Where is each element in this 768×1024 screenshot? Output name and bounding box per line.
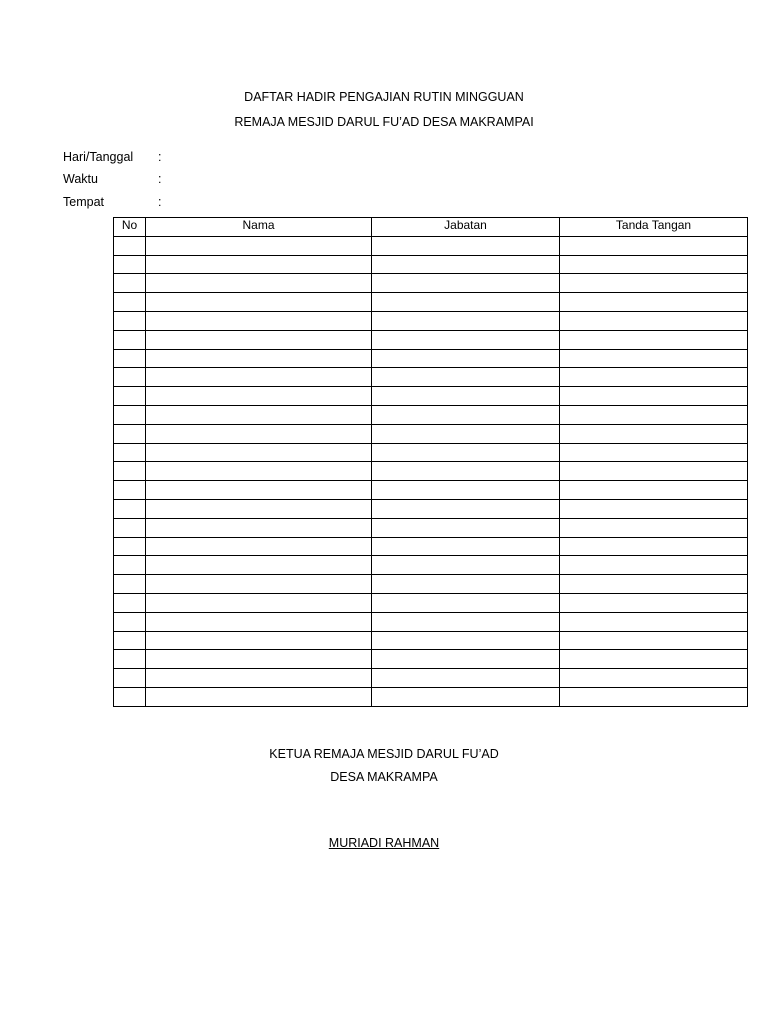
cell-nama (146, 593, 372, 612)
info-label: Tempat (63, 195, 104, 209)
cell-tanda-tangan (560, 612, 748, 631)
table-row (114, 499, 748, 518)
cell-jabatan (372, 424, 560, 443)
cell-jabatan (372, 499, 560, 518)
cell-no (114, 537, 146, 556)
cell-jabatan (372, 593, 560, 612)
cell-no (114, 236, 146, 255)
cell-jabatan (372, 387, 560, 406)
cell-nama (146, 575, 372, 594)
cell-no (114, 311, 146, 330)
document-subtitle: REMAJA MESJID DARUL FU’AD DESA MAKRAMPAI (234, 115, 534, 129)
cell-jabatan (372, 255, 560, 274)
cell-no (114, 687, 146, 706)
cell-no (114, 424, 146, 443)
table-row (114, 311, 748, 330)
cell-tanda-tangan (560, 518, 748, 537)
cell-no (114, 481, 146, 500)
cell-jabatan (372, 443, 560, 462)
cell-nama (146, 669, 372, 688)
cell-jabatan (372, 631, 560, 650)
document-title: DAFTAR HADIR PENGAJIAN RUTIN MINGGUAN (244, 90, 524, 104)
table-row (114, 481, 748, 500)
table-row (114, 424, 748, 443)
cell-nama (146, 349, 372, 368)
table-header-row (114, 218, 748, 237)
cell-no (114, 593, 146, 612)
cell-nama (146, 612, 372, 631)
cell-jabatan (372, 462, 560, 481)
cell-jabatan (372, 556, 560, 575)
cell-nama (146, 405, 372, 424)
table-row (114, 236, 748, 255)
cell-no (114, 387, 146, 406)
table-row (114, 462, 748, 481)
table-row (114, 274, 748, 293)
cell-jabatan (372, 293, 560, 312)
cell-jabatan (372, 236, 560, 255)
cell-no (114, 255, 146, 274)
cell-tanda-tangan (560, 575, 748, 594)
cell-no (114, 330, 146, 349)
cell-tanda-tangan (560, 537, 748, 556)
cell-jabatan (372, 575, 560, 594)
table-row (114, 255, 748, 274)
cell-jabatan (372, 368, 560, 387)
cell-jabatan (372, 518, 560, 537)
attendance-table (113, 217, 748, 707)
cell-tanda-tangan (560, 556, 748, 575)
cell-no (114, 575, 146, 594)
cell-nama (146, 518, 372, 537)
table-row (114, 556, 748, 575)
cell-nama (146, 481, 372, 500)
cell-no (114, 556, 146, 575)
cell-no (114, 349, 146, 368)
cell-tanda-tangan (560, 499, 748, 518)
cell-tanda-tangan (560, 293, 748, 312)
cell-tanda-tangan (560, 255, 748, 274)
cell-no (114, 518, 146, 537)
cell-no (114, 462, 146, 481)
cell-no (114, 293, 146, 312)
table-row (114, 518, 748, 537)
info-colon: : (158, 150, 162, 164)
cell-jabatan (372, 481, 560, 500)
cell-nama (146, 499, 372, 518)
cell-tanda-tangan (560, 236, 748, 255)
cell-nama (146, 537, 372, 556)
info-colon: : (158, 195, 162, 209)
signature-title: KETUA REMAJA MESJID DARUL FU’AD (269, 747, 499, 761)
info-colon: : (158, 172, 162, 186)
cell-tanda-tangan (560, 368, 748, 387)
table-row (114, 387, 748, 406)
table-row (114, 537, 748, 556)
cell-nama (146, 424, 372, 443)
cell-nama (146, 293, 372, 312)
cell-jabatan (372, 669, 560, 688)
table-row (114, 593, 748, 612)
cell-no (114, 443, 146, 462)
cell-jabatan (372, 537, 560, 556)
cell-jabatan (372, 311, 560, 330)
cell-tanda-tangan (560, 424, 748, 443)
table-row (114, 575, 748, 594)
cell-tanda-tangan (560, 349, 748, 368)
cell-tanda-tangan (560, 330, 748, 349)
cell-tanda-tangan (560, 481, 748, 500)
cell-tanda-tangan (560, 687, 748, 706)
cell-jabatan (372, 330, 560, 349)
cell-jabatan (372, 612, 560, 631)
table-row (114, 330, 748, 349)
cell-no (114, 650, 146, 669)
column-header-nama: Nama (146, 218, 372, 237)
cell-nama (146, 311, 372, 330)
cell-nama (146, 462, 372, 481)
table-row (114, 650, 748, 669)
table-row (114, 612, 748, 631)
cell-jabatan (372, 650, 560, 669)
table-row (114, 349, 748, 368)
cell-nama (146, 368, 372, 387)
cell-nama (146, 650, 372, 669)
cell-nama (146, 687, 372, 706)
cell-tanda-tangan (560, 650, 748, 669)
cell-jabatan (372, 405, 560, 424)
cell-tanda-tangan (560, 405, 748, 424)
cell-no (114, 631, 146, 650)
cell-nama (146, 556, 372, 575)
cell-tanda-tangan (560, 311, 748, 330)
table-body (114, 236, 748, 706)
column-header-no: No (114, 218, 146, 237)
info-label: Waktu (63, 172, 98, 186)
cell-jabatan (372, 687, 560, 706)
table-row (114, 405, 748, 424)
cell-no (114, 612, 146, 631)
cell-tanda-tangan (560, 387, 748, 406)
cell-tanda-tangan (560, 631, 748, 650)
cell-nama (146, 631, 372, 650)
cell-nama (146, 330, 372, 349)
table-row (114, 687, 748, 706)
column-header-jabatan: Jabatan (372, 218, 560, 237)
cell-jabatan (372, 274, 560, 293)
cell-tanda-tangan (560, 593, 748, 612)
signatory-name: MURIADI RAHMAN (328, 836, 440, 850)
signature-subtitle: DESA MAKRAMPA (330, 770, 438, 784)
cell-tanda-tangan (560, 462, 748, 481)
cell-no (114, 499, 146, 518)
cell-nama (146, 443, 372, 462)
cell-tanda-tangan (560, 443, 748, 462)
cell-nama (146, 274, 372, 293)
cell-nama (146, 255, 372, 274)
cell-no (114, 368, 146, 387)
table-row (114, 368, 748, 387)
table-row (114, 293, 748, 312)
table-row (114, 443, 748, 462)
cell-nama (146, 236, 372, 255)
cell-nama (146, 387, 372, 406)
cell-tanda-tangan (560, 274, 748, 293)
table-row (114, 669, 748, 688)
cell-no (114, 669, 146, 688)
cell-jabatan (372, 349, 560, 368)
cell-no (114, 405, 146, 424)
cell-no (114, 274, 146, 293)
table-row (114, 631, 748, 650)
column-header-tanda-tangan: Tanda Tangan (560, 218, 748, 237)
cell-tanda-tangan (560, 669, 748, 688)
info-label: Hari/Tanggal (63, 150, 134, 164)
